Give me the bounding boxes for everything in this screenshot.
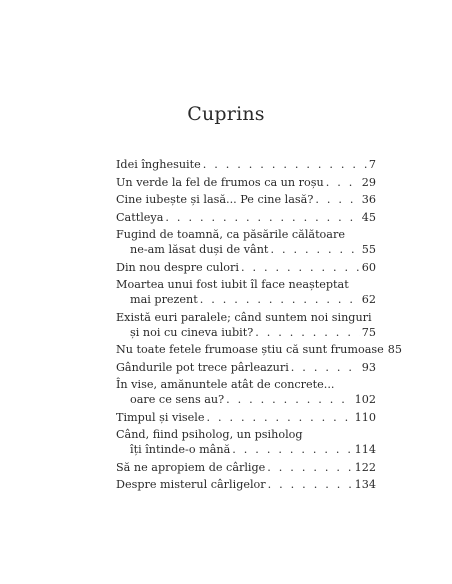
toc-line: [116, 427, 376, 442]
entry-title: Idei înghesuite: [116, 158, 201, 171]
page-number: 122: [354, 460, 376, 474]
toc-line: [116, 260, 376, 275]
toc-line: [116, 360, 376, 375]
entry-title: Un verde la fel de frumos ca un roșu: [116, 175, 324, 189]
page-number: 110: [354, 410, 376, 424]
toc-entry: [116, 175, 376, 190]
toc-entry: [116, 342, 402, 357]
entry-title: Când, fiind psiholog, un psiholog: [116, 428, 303, 441]
toc-line: [116, 227, 376, 242]
dot-leader: [241, 260, 360, 275]
toc-line: [116, 460, 376, 475]
page-number: 36: [361, 193, 376, 206]
dot-leader: [206, 410, 352, 425]
dot-leader: [255, 325, 360, 340]
toc-line: [116, 377, 376, 392]
toc-entry: [116, 260, 376, 275]
entry-title: Cattleya: [116, 210, 164, 224]
dot-leader: [200, 292, 360, 307]
entry-title: În vise, amănuntele atât de concrete...: [116, 378, 335, 391]
entry-title: Nu toate fetele frumoase știu că sunt frumoase: [116, 343, 384, 356]
dot-leader: [203, 157, 367, 172]
page-number: 62: [361, 293, 376, 306]
toc-entry: [116, 192, 376, 207]
toc-entry: [116, 360, 376, 375]
toc-line: [116, 210, 376, 225]
dot-leader: [267, 460, 352, 475]
entry-title: Există euri paralele; când suntem noi singuri: [116, 310, 372, 324]
page-number: 7: [368, 158, 376, 171]
entry-title: Despre misterul cârligelor: [116, 478, 266, 491]
toc-line: [116, 442, 376, 457]
toc-entry: [116, 277, 376, 307]
page-number: 114: [354, 443, 376, 456]
toc-entry: [116, 477, 376, 492]
page-number: 85: [387, 343, 402, 356]
toc-line: [116, 192, 376, 207]
toc-entry: [116, 410, 376, 425]
toc-line: [116, 477, 376, 492]
toc-line: [116, 342, 402, 357]
page-number: 102: [354, 393, 376, 406]
toc-line: [116, 325, 376, 340]
toc-line: [116, 277, 376, 292]
dot-leader: [226, 392, 353, 407]
dot-leader: [270, 242, 359, 257]
dot-leader: [291, 360, 360, 375]
dot-leader: [268, 477, 353, 492]
toc-title: Cuprins: [187, 103, 265, 125]
toc-entry: [116, 310, 376, 340]
toc-entry: [116, 210, 376, 225]
dot-leader: [315, 192, 359, 207]
page-number: 75: [361, 325, 376, 339]
dot-leader: [326, 175, 360, 190]
entry-title-continued: oare ce sens au?: [130, 393, 225, 406]
page-number: 29: [361, 175, 376, 189]
toc-line: [116, 157, 376, 172]
toc-line: [116, 410, 376, 425]
toc-line: [116, 292, 376, 307]
page-number: 45: [361, 210, 376, 224]
toc-entry: [116, 157, 376, 172]
page-number: 55: [361, 243, 376, 256]
toc-entry: [116, 427, 376, 457]
entry-title: Moartea unui fost iubit îl face neașteptat: [116, 278, 349, 291]
entry-title: Să ne apropiem de cârlige: [116, 460, 266, 474]
toc-line: [116, 392, 376, 407]
entry-title-continued: ne-am lăsat duși de vânt: [130, 243, 269, 256]
dot-leader: [232, 442, 352, 457]
toc-entry: [116, 377, 376, 407]
toc-entry: [116, 227, 376, 257]
entry-title-continued: și noi cu cineva iubit?: [130, 325, 254, 339]
entry-title: Din nou despre culori: [116, 260, 239, 274]
toc-line: [116, 242, 376, 257]
toc-entry: [116, 460, 376, 475]
entry-title: Cine iubește și lasă... Pe cine lasă?: [116, 193, 314, 206]
entry-title: Fugind de toamnă, ca păsările călătoare: [116, 228, 345, 241]
table-of-contents: [116, 157, 402, 495]
entry-title: Gândurile pot trece pârleazuri: [116, 360, 289, 374]
entry-title-continued: îți întinde-o mână: [130, 443, 231, 456]
toc-line: [116, 175, 376, 190]
dot-leader: [165, 210, 359, 225]
page-number: 60: [361, 260, 376, 274]
entry-title-continued: mai prezent: [130, 293, 198, 306]
entry-title: Timpul și visele: [116, 410, 205, 424]
toc-line: [116, 310, 376, 325]
page-number: 134: [354, 478, 376, 491]
page-number: 93: [361, 360, 376, 374]
